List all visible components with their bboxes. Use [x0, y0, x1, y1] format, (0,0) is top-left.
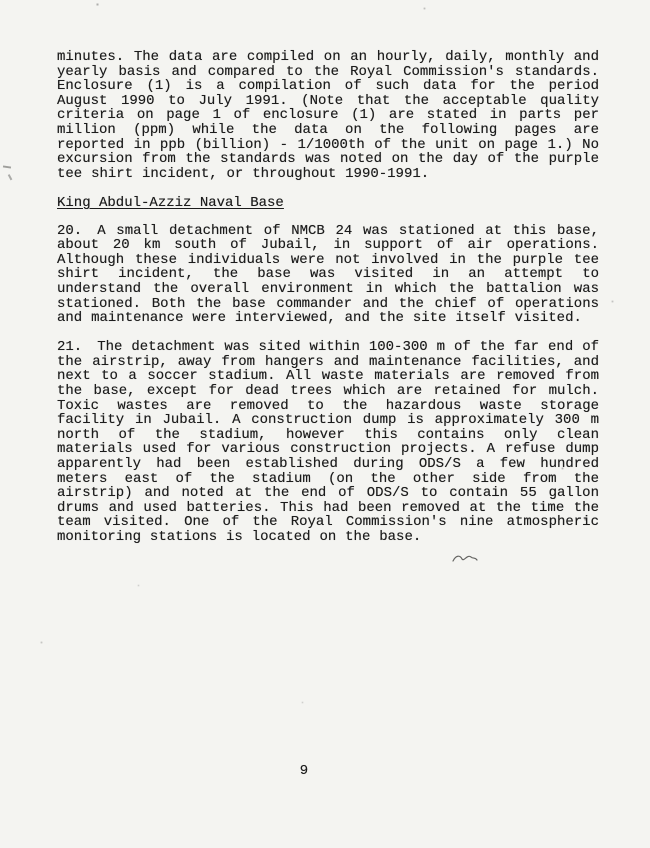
paragraph-21-text: The detachment was sited within 100-300 m of the far end of the airstrip, away from hangers and maintenance facilities, and next to a soccer stadium. All waste materials are removed from the base, except for dead trees which are retained for mulch. Toxic wastes are removed to the hazardous waste storage facility in Jubail. A construction dump is approximately 300 m north of the stadium, however this contains only clean materials used for various construction projects. A refuse dump apparently had been established during ODS/S a few hundred meters east of the stadium (on the other side from the airstrip) and noted at the end of ODS/S to contain 55 gallon drums and used batteries. This had been removed at the time the team visited. One of the Royal Commission's nine atmospheric monitoring stations is located on the base. — [57, 339, 599, 545]
scan-speckles — [0, 0, 1, 1]
paragraph-21 — [57, 340, 599, 544]
page-number: 9 — [299, 763, 309, 779]
paragraph-21-number: 21. — [57, 339, 83, 356]
section-heading: King Abdul-Azziz Naval Base — [57, 194, 284, 211]
continuation-paragraph: minutes. The data are compiled on an hourly, daily, monthly and yearly basis and compared to the Royal Commission's standards. Enclosure (1) is a compilation of such data for the period August 1990 to July 1991. (Note that the acceptable quality criteria on page 1 of enclosure (1) are stated in parts per million (ppm) while the data on the following pages are reported in ppb (billion) - 1/1000th of the unit on page 1.) No excursion from the standards was noted on the day of the purple tee shirt incident, or throughout 1990-1991. — [57, 49, 599, 182]
paragraph-20 — [57, 224, 599, 326]
scan-artifact-pen-mark — [3, 165, 11, 168]
scan-artifact-pen-mark — [8, 174, 13, 181]
paragraph-20-text: A small detachment of NMCB 24 was stationed at this base, about 20 km south of Jubail, in support of air operations. Although these individuals were not involved in the purple tee shirt incident, the base was visited in an attempt to understand the overall environment in which the battalion was stationed. Both the base commander and the chief of operations and maintenance were interviewed, and the site itself visited. — [57, 222, 599, 327]
paragraph-20-number: 20. — [57, 222, 83, 239]
document-body — [57, 50, 599, 559]
